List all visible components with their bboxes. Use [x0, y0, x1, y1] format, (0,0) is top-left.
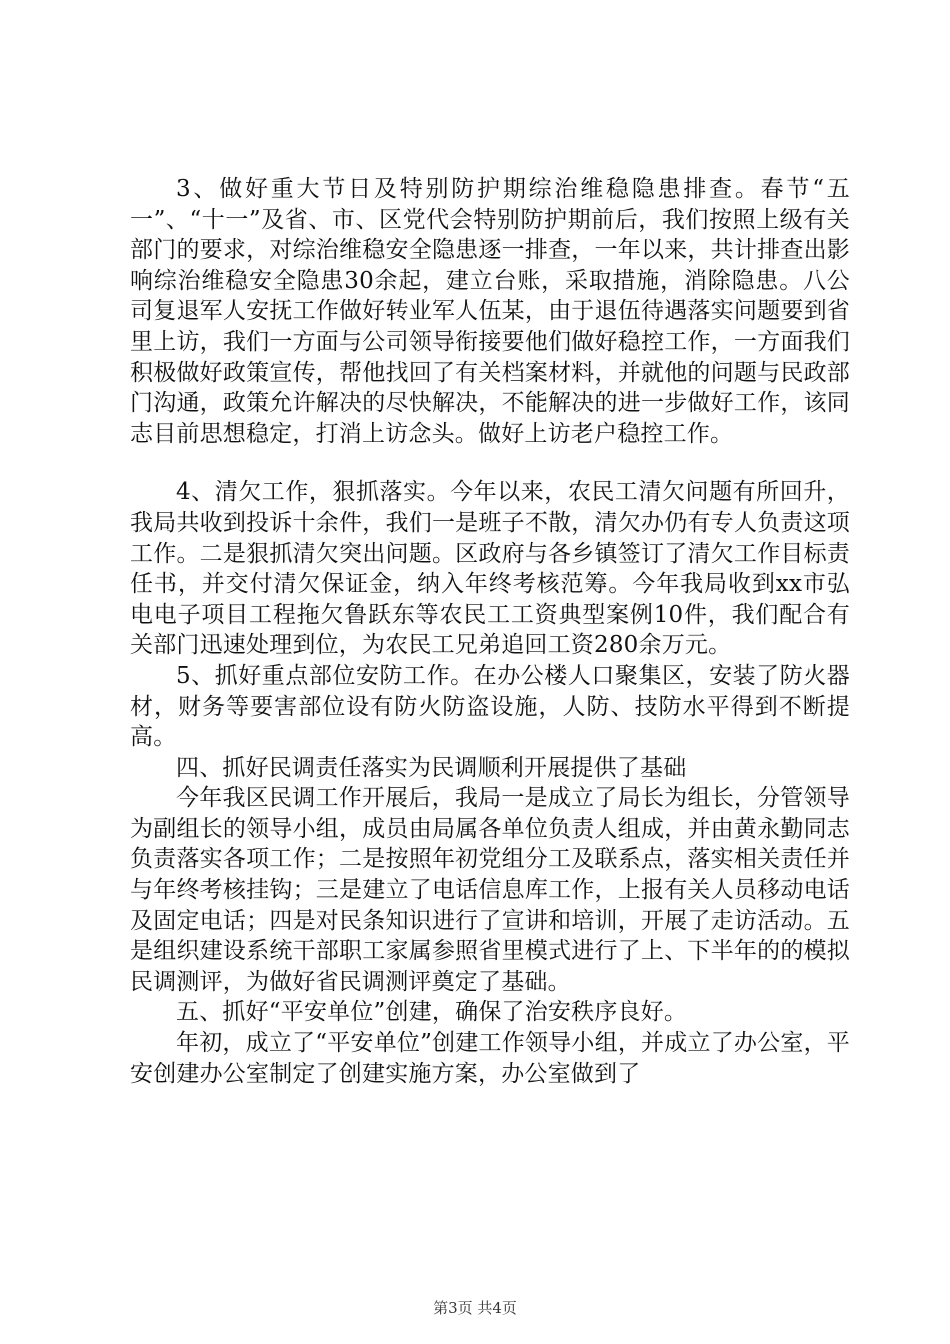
section-heading-5: 五、抓好“平安单位”创建，确保了治安秩序良好。 [176, 999, 688, 1026]
paragraph-item-5: 5、抓好重点部位安防工作。在办公楼人口聚集区，安装了防火器材，财务等要害部位设有防火防盗设施，人防、技防水平得到不断提高。 [130, 662, 850, 751]
paragraph-section-4: 今年我区民调工作开展后，我局一是成立了局长为组长，分管领导为副组长的领导小组，成员由局属各单位负责人组成，并由黄永勤同志负责落实各项工作；二是按照年初党组分工及联系点，落实相关责任并与年终考核挂钩；三是建立了电话信息库工作，上报有关人员移动电话及固定电话；四是对民条知识进行了宣讲和培训，开展了走访活动。五是组织建设系统干部职工家属参照省里模式进行了上、下半年的的模拟民调测评，为做好省民调测评奠定了基础。 [130, 785, 850, 995]
paragraph-item-4: 4、清欠工作，狠抓落实。今年以来，农民工清欠问题有所回升，我局共收到投诉十余件，我们一是班子不散，清欠办仍有专人负责这项工作。二是狠抓清欠突出问题。区政府与各乡镇签订了清欠工作目标责任书，并交付清欠保证金，纳入年终考核范筹。今年我局收到xx市弘电电子项目工程拖欠鲁跃东等农民工工资典型案例10件，我们配合有关部门迅速处理到位，为农民工兄弟追回工资280余万元。 [130, 479, 850, 659]
page-number-footer: 第3页 共4页 [433, 1299, 517, 1317]
paragraph-section-5: 年初，成立了“平安单位”创建工作领导小组，并成立了办公室，平安创建办公室制定了创建实施方案，办公室做到了 [130, 1030, 850, 1087]
document-body [130, 174, 850, 1089]
section-heading-4: 四、抓好民调责任落实为民调顺利开展提供了基础 [176, 754, 687, 781]
paragraph-item-3: 3、做好重大节日及特别防护期综治维稳隐患排查。春节“五一”、“十一”及省、市、区党代会特别防护期前后，我们按照上级有关部门的要求，对综治维稳安全隐患逐一排查，一年以来，共计排查出影响综治维稳安全隐患30余起，建立台账，采取措施，消除隐患。八公司复退军人安抚工作做好转业军人伍某，由于退伍待遇落实问题要到省里上访，我们一方面与公司领导衔接要他们做好稳控工作，一方面我们积极做好政策宣传，帮他找回了有关档案材料，并就他的问题与民政部门沟通，政策允许解决的尽快解决，不能解决的进一步做好工作，该同志目前思想稳定，打消上访念头。做好上访老户稳控工作。 [130, 176, 850, 447]
